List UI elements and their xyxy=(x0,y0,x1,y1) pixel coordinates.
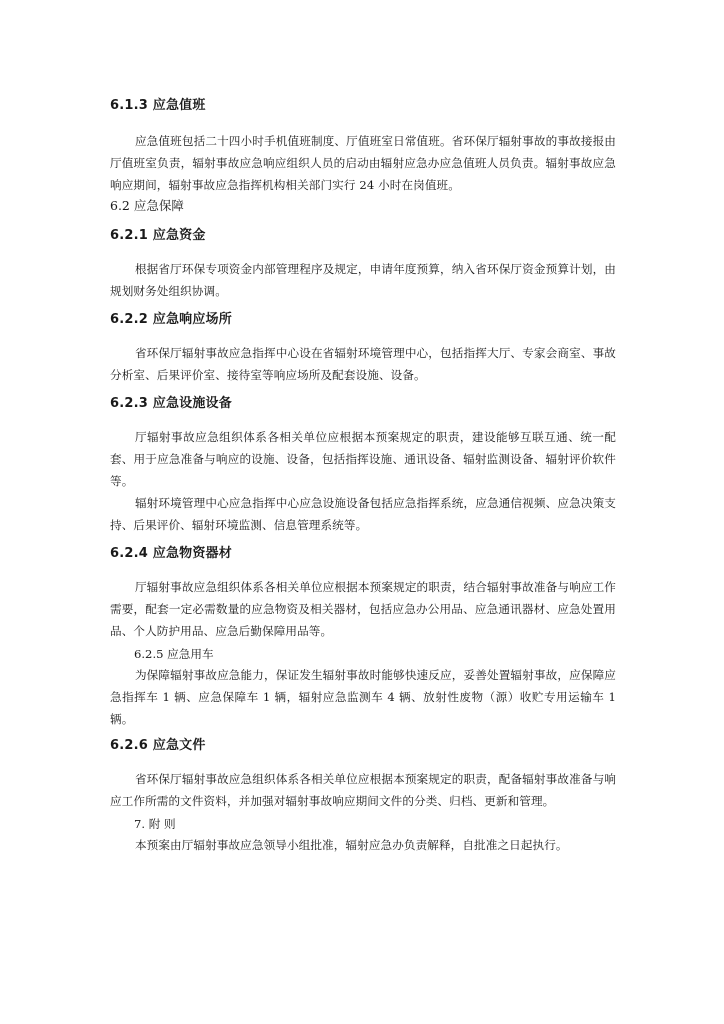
heading-6-2-3: 6.2.3 应急设施设备 xyxy=(110,396,232,411)
heading-6-2-6: 6.2.6 应急文件 xyxy=(110,738,206,753)
heading-6-2-2: 6.2.2 应急响应场所 xyxy=(110,312,232,327)
paragraph-7: 本预案由厅辐射事故应急领导小组批准，辐射应急办负责解释，自批准之日起执行。 xyxy=(134,838,568,852)
paragraph-6-2-5: 为保障辐射事故应急能力，保证发生辐射事故时能够快速反应，妥善处置辐射事故，应保障应急指挥车 1 辆、应急保障车 1 辆，辐射应急监测车 4 辆、放射性废物（源）收贮专用运输车 1 辆。 xyxy=(110,668,616,726)
paragraph-6-2-6: 省环保厅辐射事故应急组织体系各相关单位应根据本预案规定的职责，配备辐射事故准备与响应工作所需的文件资料，并加强对辐射事故响应期间文件的分类、归档、更新和管理。 xyxy=(110,772,616,808)
heading-6-2-4: 6.2.4 应急物资器材 xyxy=(110,546,232,561)
paragraph-6-2-2: 省环保厅辐射事故应急指挥中心设在省辐射环境管理中心，包括指挥大厅、专家会商室、事故分析室、后果评价室、接待室等响应场所及配套设施、设备。 xyxy=(110,346,616,382)
paragraph-6-2-3-b: 辐射环境管理中心应急指挥中心应急设施设备包括应急指挥系统，应急通信视频、应急决策支持、后果评价、辐射环境监测、信息管理系统等。 xyxy=(110,496,616,532)
heading-6-1-3: 6.1.3 应急值班 xyxy=(110,98,206,113)
paragraph-6-2-3-a: 厅辐射事故应急组织体系各相关单位应根据本预案规定的职责，建设能够互联互通、统一配套、用于应急准备与响应的设施、设备，包括指挥设施、通讯设备、辐射监测设备、辐射评价软件等。 xyxy=(110,430,616,488)
heading-7: 7. 附 则 xyxy=(134,817,176,831)
heading-6-2-1: 6.2.1 应急资金 xyxy=(110,228,206,243)
paragraph-6-2-1: 根据省厅环保专项资金内部管理程序及规定，申请年度预算，纳入省环保厅资金预算计划，由规划财务处组织协调。 xyxy=(110,262,616,298)
heading-6-2-5: 6.2.5 应急用车 xyxy=(134,647,214,661)
heading-6-2: 6.2 应急保障 xyxy=(110,198,184,213)
paragraph-6-2-4: 厅辐射事故应急组织体系各相关单位应根据本预案规定的职责，结合辐射事故准备与响应工作需要，配套一定必需数量的应急物资及相关器材，包括应急办公用品、应急通讯器材、应急处置用品、个人防护用品、应急后勤保障用品等。 xyxy=(110,580,616,638)
paragraph-6-1-3: 应急值班包括二十四小时手机值班制度、厅值班室日常值班。省环保厅辐射事故的事故接报由厅值班室负责，辐射事故应急响应组织人员的启动由辐射应急办应急值班人员负责。辐射事故应急响应期间，辐射事故应急指挥机构相关部门实行 24 小时在岗值班。 xyxy=(110,134,616,192)
document-page xyxy=(110,96,616,856)
